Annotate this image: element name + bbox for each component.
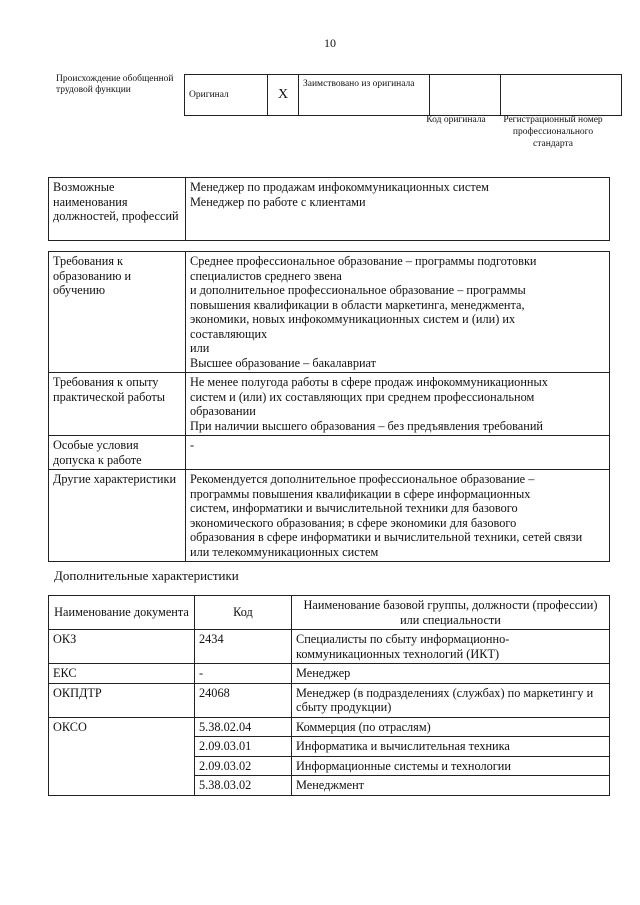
position-item: Менеджер по работе с клиентами (190, 194, 366, 209)
additional-title: Дополнительные характеристики (54, 568, 239, 583)
positions-table (48, 177, 610, 241)
code-cell: 5.38.03.02 (195, 776, 292, 796)
code-cell: 2.09.03.02 (195, 756, 292, 776)
name-cell: Коммерция (по отраслям) (292, 717, 610, 737)
header-name: Наименование базовой группы, должности (профессии) или специальности (292, 596, 610, 630)
doc-cell: ОКПДТР (49, 683, 195, 717)
additional-table (48, 595, 610, 796)
other-characteristics-label: Другие характеристики (49, 470, 186, 562)
table-row (49, 664, 610, 684)
text-line: программы повышения квалификации в сфере информационных (190, 486, 531, 501)
table-row (49, 630, 610, 664)
table-row (49, 683, 610, 717)
education-value (186, 252, 610, 373)
text-line: образования в сфере информатики и вычислительной техники, сетей связи (190, 530, 583, 544)
text-line: Высшее образование – бакалавриат (190, 355, 377, 370)
header-doc: Наименование документа (49, 596, 195, 630)
doc-cell: ОКЗ (49, 630, 195, 664)
code-original-label: Код оригинала (426, 115, 486, 125)
special-conditions-value (186, 436, 610, 470)
doc-cell: ОКСО (49, 717, 195, 795)
original-code-cell (430, 75, 501, 116)
code-cell: 2.09.03.01 (195, 737, 292, 757)
experience-value (186, 373, 610, 436)
code-cell: 24068 (195, 683, 292, 717)
text-line: Рекомендуется дополнительное профессиональное образование – (190, 472, 535, 486)
education-label: Требования к образованию и обучению (49, 252, 186, 373)
code-cell: 5.38.02.04 (195, 717, 292, 737)
experience-label: Требования к опыту практической работы (49, 373, 186, 436)
text-line: или (190, 341, 210, 355)
reg-number-cell (501, 75, 622, 116)
text-line: повышения квалификации в области маркетинга, менеджмента, (190, 297, 525, 312)
text-line: Среднее профессиональное образование – программы подготовки (190, 254, 537, 268)
text-line: специалистов среднего звена (190, 268, 342, 283)
positions-label: Возможные наименования должностей, профессий (49, 178, 186, 241)
name-cell: Менеджмент (292, 776, 610, 796)
origin-table (184, 74, 622, 116)
header-code: Код (195, 596, 292, 630)
name-cell: Информатика и вычислительная техника (292, 737, 610, 757)
table-row (49, 717, 610, 737)
text-line: и дополнительное профессиональное образование – программы (190, 283, 526, 297)
original-label: Оригинал (185, 75, 268, 116)
name-cell: Специалисты по сбыту информационно-коммуникационных технологий (ИКТ) (292, 630, 610, 664)
other-characteristics-value (186, 470, 610, 562)
name-cell: Информационные системы и технологии (292, 756, 610, 776)
code-cell: - (195, 664, 292, 684)
text-line: систем и (или) их составляющих при среднем профессиональном (190, 389, 535, 404)
text-line: При наличии высшего образования – без предъявления требований (190, 418, 543, 433)
original-mark: X (268, 75, 299, 116)
text-line: составляющих (190, 326, 268, 341)
table-header-row (49, 596, 610, 630)
code-cell: 2434 (195, 630, 292, 664)
page-number: 10 (324, 36, 336, 50)
origin-label: Происхождение обобщенной трудовой функции (56, 74, 174, 95)
reg-number-label: Регистрационный номер профессионального стандарта (503, 115, 603, 149)
text-line: или телекоммуникационных систем (190, 544, 379, 559)
text-line: Не менее полугода работы в сфере продаж инфокоммуникационных (190, 375, 548, 389)
text-line: экономического образования; в сфере экономики для базового (190, 515, 517, 530)
name-cell: Менеджер (в подразделениях (службах) по маркетингу и сбыту продукции) (292, 683, 610, 717)
text-line: систем, информатики и вычислительной техники для базового (190, 501, 518, 515)
name-cell: Менеджер (292, 664, 610, 684)
positions-values (186, 178, 610, 241)
text-line: образовании (190, 404, 256, 418)
text-line: экономики, новых инфокоммуникационных систем и (или) их (190, 312, 516, 326)
text-line: - (190, 438, 195, 452)
borrowed-label: Заимствовано из оригинала (299, 75, 430, 116)
position-item: Менеджер по продажам инфокоммуникационных систем (190, 180, 489, 194)
requirements-table (48, 251, 610, 562)
doc-cell: ЕКС (49, 664, 195, 684)
special-conditions-label: Особые условия допуска к работе (49, 436, 186, 470)
